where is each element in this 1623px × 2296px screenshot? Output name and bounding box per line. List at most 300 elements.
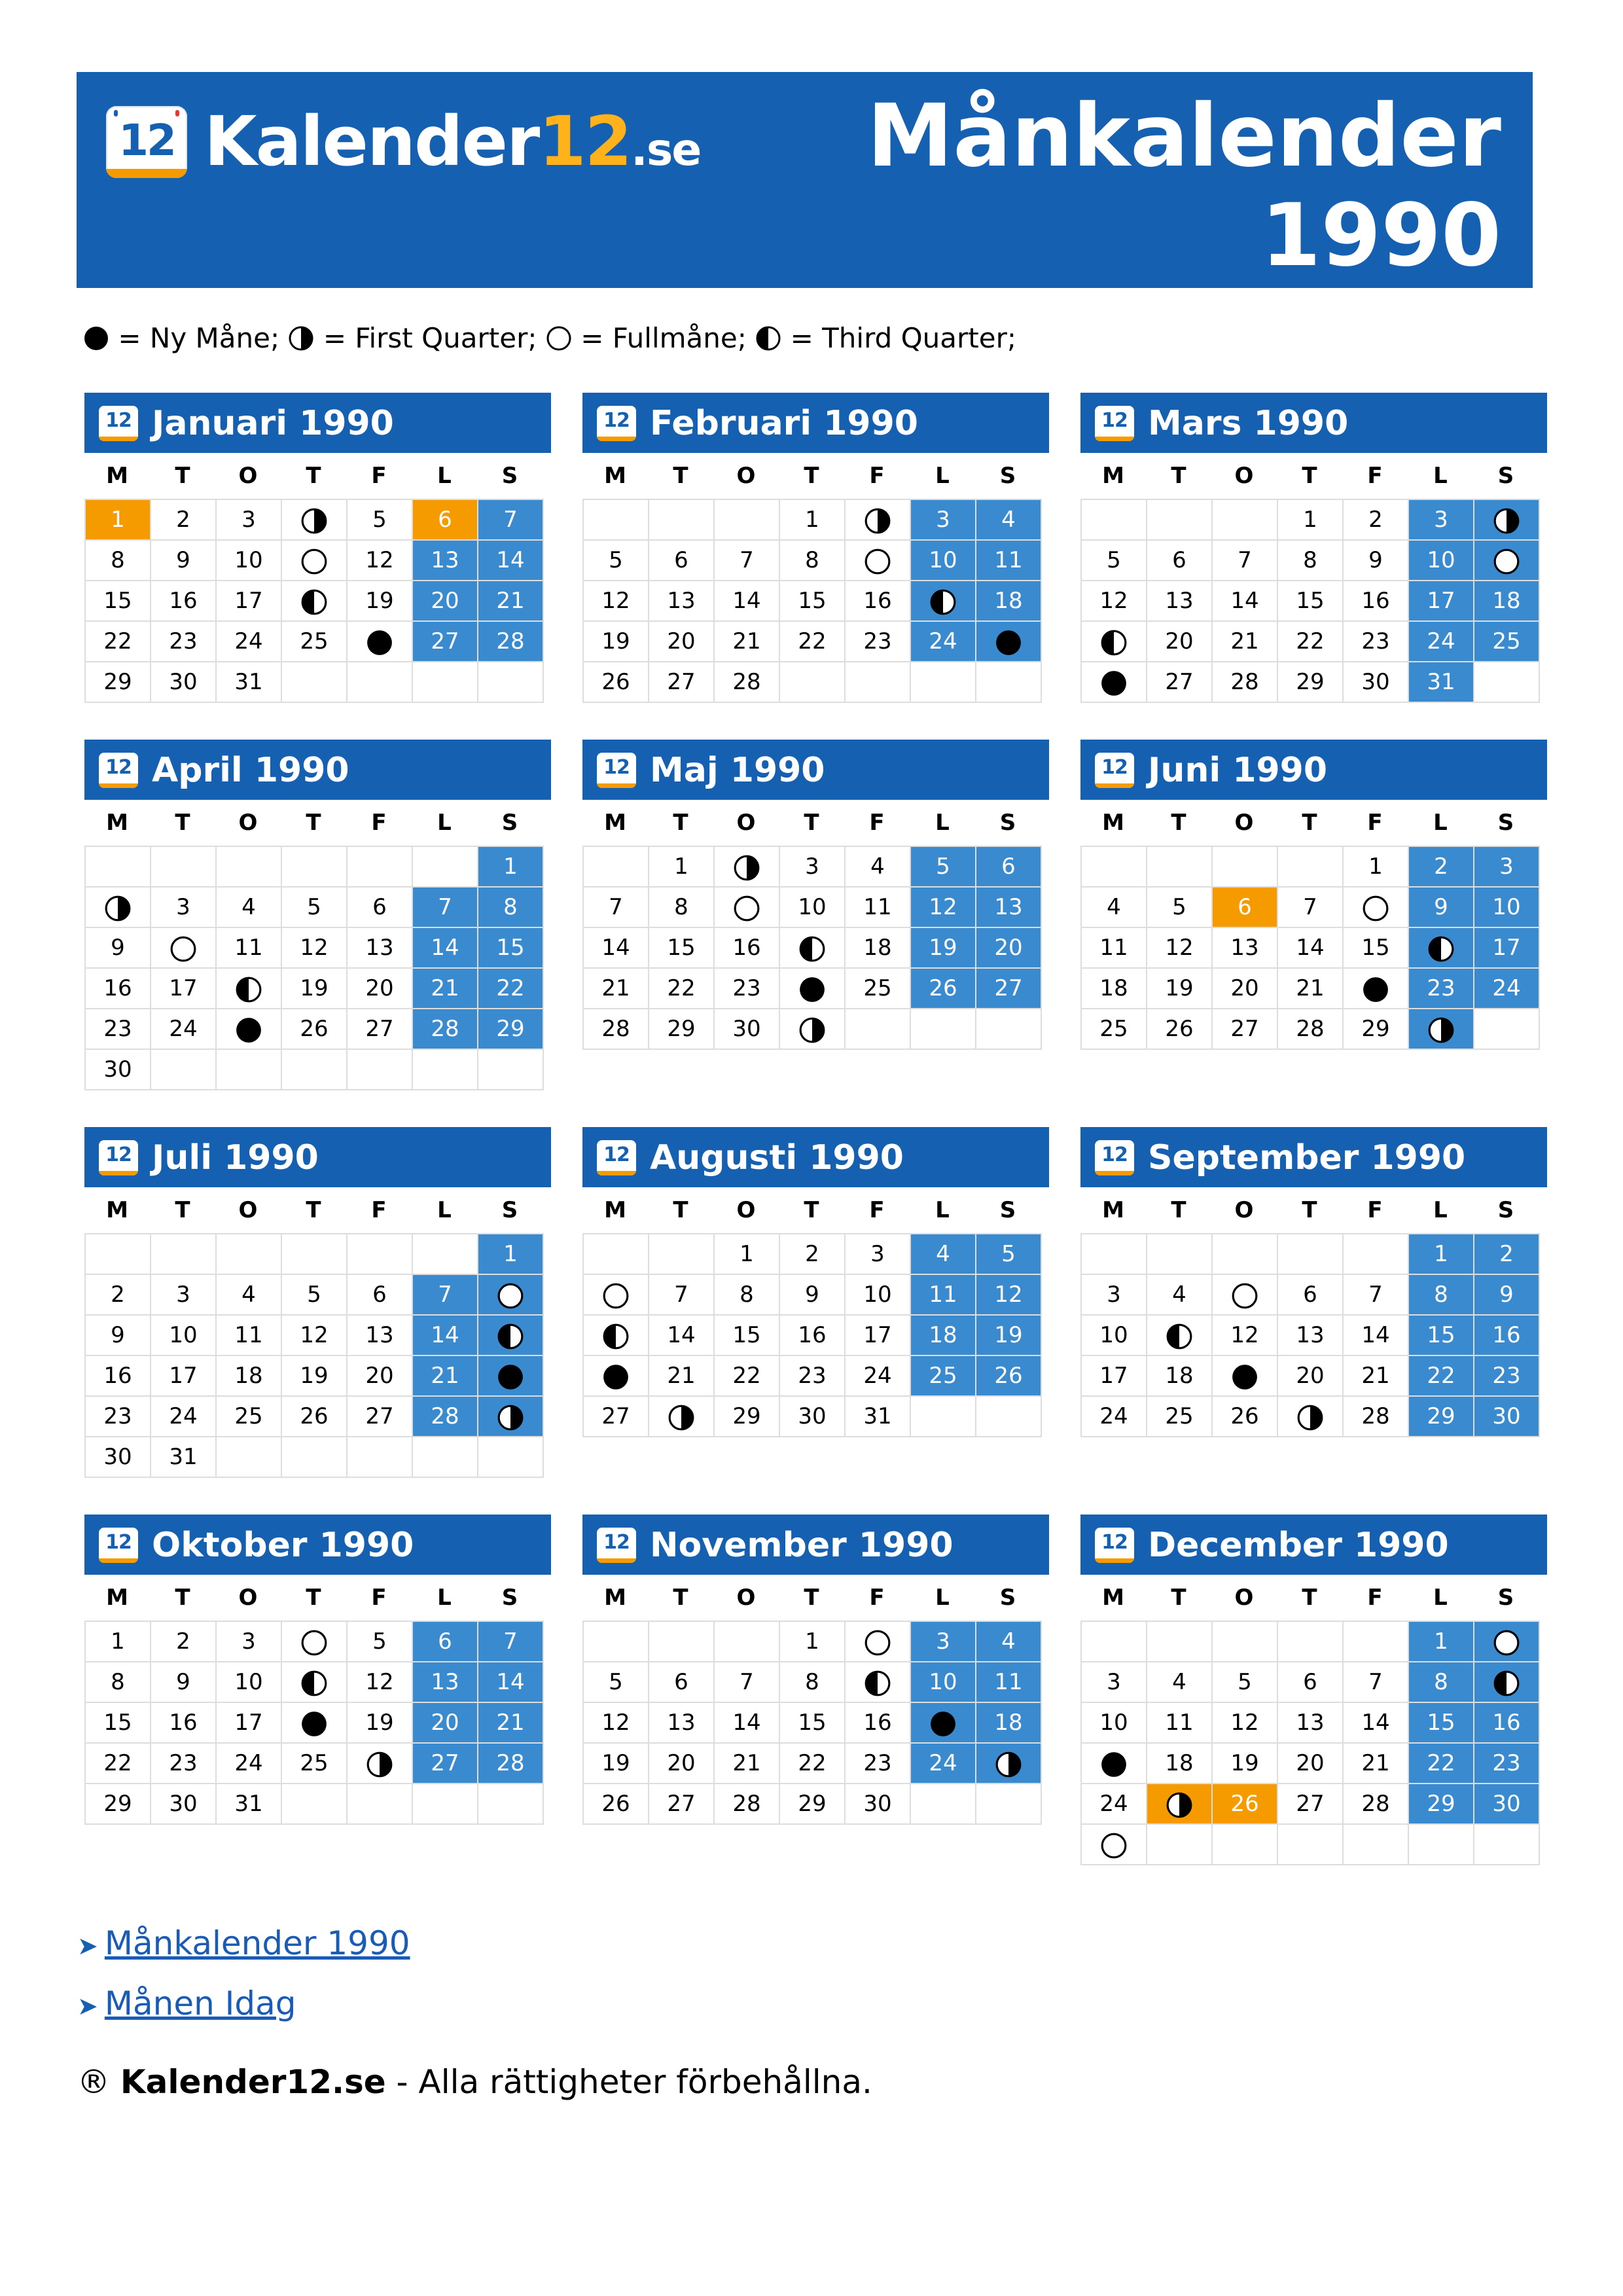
month-calendar (582, 393, 1049, 703)
day-cell: 22 (85, 621, 151, 662)
day-cell: 6 (1212, 887, 1277, 927)
day-cell: 9 (85, 1315, 151, 1355)
day-cell: 24 (1408, 621, 1474, 662)
day-cell: 23 (151, 621, 216, 662)
full-moon-icon (864, 548, 891, 575)
day-cell: 25 (1147, 1396, 1212, 1437)
third-quarter-icon (497, 1323, 524, 1350)
day-cell: 16 (779, 1315, 845, 1355)
link-moon-today-text[interactable]: Månen Idag (104, 1984, 296, 2022)
weekday-header: M (1102, 1197, 1124, 1223)
full-moon-icon (1362, 895, 1389, 922)
weekday-header: L (1433, 1197, 1448, 1223)
week-row (583, 1355, 1041, 1396)
week-row (85, 1662, 543, 1702)
day-cell: 21 (412, 1355, 478, 1396)
weekday-header-row (582, 1575, 1049, 1621)
month-title[interactable] (84, 393, 551, 453)
day-cell: 5 (583, 1662, 649, 1702)
empty-cell (347, 1049, 412, 1090)
month-title[interactable] (1080, 1127, 1547, 1187)
day-cell: 27 (649, 1784, 714, 1824)
day-cell: 3 (151, 887, 216, 927)
week-row (85, 1355, 543, 1396)
weekday-header: O (1234, 810, 1254, 836)
day-cell: 6 (412, 499, 478, 540)
day-cell: 27 (583, 1396, 649, 1437)
day-cell: 21 (714, 1743, 779, 1784)
empty-cell (151, 1234, 216, 1274)
day-cell: 3 (1081, 1662, 1147, 1702)
day-cell: 7 (412, 887, 478, 927)
day-cell: 28 (714, 662, 779, 702)
day-cell-moon (1408, 927, 1474, 968)
day-cell: 20 (1277, 1355, 1343, 1396)
empty-cell (649, 1234, 714, 1274)
day-cell: 24 (216, 621, 281, 662)
month-name: Juni 1990 (1148, 751, 1328, 790)
day-cell-moon (910, 581, 976, 621)
day-cell: 28 (478, 621, 543, 662)
day-cell: 10 (216, 1662, 281, 1702)
new-moon-icon (1231, 1363, 1258, 1391)
day-cell-moon (779, 1009, 845, 1049)
day-cell: 1 (779, 499, 845, 540)
empty-cell (478, 1049, 543, 1090)
day-cell: 5 (1212, 1662, 1277, 1702)
day-cell: 20 (1147, 621, 1212, 662)
weekday-header: F (1367, 1585, 1383, 1611)
day-cell: 23 (1408, 968, 1474, 1009)
month-calendar (582, 1515, 1049, 1825)
weekday-header: M (106, 810, 128, 836)
third-quarter-icon (235, 976, 262, 1003)
month-name: November 1990 (650, 1526, 954, 1565)
calendar-logo-icon[interactable] (106, 106, 187, 178)
week-row (583, 662, 1041, 702)
day-cell: 28 (412, 1396, 478, 1437)
empty-cell (649, 499, 714, 540)
day-cell: 6 (976, 846, 1041, 887)
day-cell: 20 (347, 1355, 412, 1396)
day-cell: 6 (1277, 1274, 1343, 1315)
empty-cell (1212, 1621, 1277, 1662)
week-row (1081, 1009, 1539, 1049)
day-cell: 12 (347, 1662, 412, 1702)
day-cell: 30 (1474, 1396, 1539, 1437)
month-calendar (1080, 1127, 1547, 1437)
month-calendar (84, 1515, 551, 1825)
day-cell: 24 (216, 1743, 281, 1784)
day-cell: 21 (649, 1355, 714, 1396)
month-calendar (1080, 740, 1547, 1050)
month-name: Mars 1990 (1148, 404, 1349, 443)
full-moon-icon (1493, 548, 1520, 575)
week-row (1081, 927, 1539, 968)
day-cell-moon (478, 1315, 543, 1355)
week-row (583, 1315, 1041, 1355)
day-cell: 24 (1474, 968, 1539, 1009)
day-cell: 16 (85, 968, 151, 1009)
day-cell: 10 (1474, 887, 1539, 927)
weekday-header: L (437, 1197, 452, 1223)
empty-cell (649, 1621, 714, 1662)
week-row (583, 1009, 1041, 1049)
calendar-icon: 12 (99, 753, 138, 788)
day-cell: 8 (1408, 1274, 1474, 1315)
day-cell-moon (583, 1315, 649, 1355)
day-cell: 16 (151, 581, 216, 621)
week-row (85, 1743, 543, 1784)
logo-name: Kalender (204, 101, 539, 181)
new-moon-icon (995, 629, 1022, 656)
weekday-header: F (371, 810, 387, 836)
day-cell: 13 (649, 581, 714, 621)
day-cell: 30 (1343, 662, 1408, 702)
weekday-header: S (501, 1197, 518, 1223)
weekday-header: T (673, 1197, 688, 1223)
day-cell: 12 (583, 1702, 649, 1743)
day-cell: 14 (1343, 1315, 1408, 1355)
day-cell: 1 (649, 846, 714, 887)
empty-cell (412, 1784, 478, 1824)
day-cell-moon (1277, 1396, 1343, 1437)
month-calendar (1080, 393, 1547, 703)
weekday-header: T (175, 1197, 190, 1223)
day-cell: 30 (151, 1784, 216, 1824)
day-cell: 26 (583, 1784, 649, 1824)
day-cell: 26 (583, 662, 649, 702)
empty-cell (845, 662, 910, 702)
day-cell: 19 (281, 1355, 347, 1396)
empty-cell (1408, 1824, 1474, 1865)
day-cell: 18 (845, 927, 910, 968)
day-cell: 7 (1343, 1274, 1408, 1315)
weekday-header: T (1302, 1585, 1317, 1611)
calendar-icon: 12 (99, 1528, 138, 1563)
weekday-header: M (1102, 1585, 1124, 1611)
empty-cell (1081, 1621, 1147, 1662)
day-cell-moon (845, 540, 910, 581)
first-quarter-icon (995, 1751, 1022, 1778)
weekday-header: F (1367, 463, 1383, 489)
day-cell: 23 (85, 1009, 151, 1049)
weekday-header: T (1302, 810, 1317, 836)
week-row (583, 1274, 1041, 1315)
day-cell: 25 (281, 621, 347, 662)
weekday-header: L (1433, 810, 1448, 836)
logo-accent: 12 (539, 101, 631, 181)
day-cell: 30 (779, 1396, 845, 1437)
new-moon-icon (497, 1363, 524, 1391)
new-moon-icon (602, 1363, 630, 1391)
legend-full-moon: = Fullmåne; (580, 322, 747, 354)
day-cell: 14 (412, 1315, 478, 1355)
link-moon-calendar-text[interactable]: Månkalender 1990 (104, 1924, 410, 1962)
day-cell: 31 (216, 662, 281, 702)
day-cell: 23 (845, 1743, 910, 1784)
weekday-header: S (999, 463, 1016, 489)
day-cell: 18 (1081, 968, 1147, 1009)
calendar-icon: 12 (597, 1528, 636, 1563)
month-title[interactable] (582, 393, 1049, 453)
weekday-header: F (371, 463, 387, 489)
third-quarter-icon (1100, 629, 1128, 656)
day-cell: 15 (649, 927, 714, 968)
calendar-icon: 12 (1095, 406, 1134, 441)
day-cell: 7 (478, 499, 543, 540)
day-cell: 11 (1147, 1702, 1212, 1743)
day-cell: 10 (216, 540, 281, 581)
day-cell-moon (845, 499, 910, 540)
weekday-header: T (1302, 1197, 1317, 1223)
day-cell: 3 (151, 1274, 216, 1315)
month-title[interactable] (1080, 1515, 1547, 1575)
week-row (1081, 621, 1539, 662)
weekday-header: S (1497, 463, 1514, 489)
calendar-icon: 12 (1095, 753, 1134, 788)
day-cell: 30 (845, 1784, 910, 1824)
day-cell: 30 (1474, 1784, 1539, 1824)
day-cell: 4 (976, 499, 1041, 540)
link-moon-calendar[interactable] (77, 1924, 410, 1962)
day-cell: 11 (976, 1662, 1041, 1702)
day-cell: 9 (85, 927, 151, 968)
week-row (85, 1621, 543, 1662)
weekday-header: T (673, 1585, 688, 1611)
day-cell: 7 (1343, 1662, 1408, 1702)
day-cell: 3 (216, 499, 281, 540)
day-cell: 15 (714, 1315, 779, 1355)
day-cell: 20 (412, 581, 478, 621)
third-quarter-icon (1166, 1323, 1193, 1350)
day-cell-moon (976, 1743, 1041, 1784)
empty-cell (281, 1049, 347, 1090)
page-header (77, 72, 1533, 288)
month-title[interactable] (84, 740, 551, 800)
empty-cell (216, 846, 281, 887)
day-cell: 14 (478, 1662, 543, 1702)
day-cell: 4 (216, 887, 281, 927)
week-row (85, 662, 543, 702)
day-cell: 3 (1408, 499, 1474, 540)
month-calendar (84, 740, 551, 1090)
first-quarter-icon (1166, 1791, 1193, 1819)
day-cell: 15 (85, 581, 151, 621)
day-cell: 2 (1343, 499, 1408, 540)
link-moon-today[interactable] (77, 1984, 296, 2022)
day-cell-moon (347, 621, 412, 662)
day-cell: 18 (216, 1355, 281, 1396)
weekday-header: T (1171, 1197, 1186, 1223)
month-name: April 1990 (152, 751, 349, 790)
site-logo[interactable] (204, 101, 700, 181)
day-cell: 14 (714, 1702, 779, 1743)
week-row (583, 581, 1041, 621)
day-cell: 10 (910, 1662, 976, 1702)
empty-cell (1343, 1234, 1408, 1274)
day-cell: 14 (714, 581, 779, 621)
empty-cell (478, 1784, 543, 1824)
week-row (1081, 887, 1539, 927)
day-cell: 25 (845, 968, 910, 1009)
empty-cell (1147, 846, 1212, 887)
day-cell: 24 (151, 1009, 216, 1049)
day-cell: 3 (216, 1621, 281, 1662)
day-cell: 15 (85, 1702, 151, 1743)
new-moon-icon (1100, 1751, 1128, 1778)
month-calendar (582, 1127, 1049, 1437)
empty-cell (1212, 1234, 1277, 1274)
weekday-header-row (84, 800, 551, 846)
empty-cell (1081, 499, 1147, 540)
week-row (1081, 1702, 1539, 1743)
logo-icon-number: 12 (118, 115, 175, 166)
calendar-icon: 12 (597, 1140, 636, 1175)
day-cell: 23 (1474, 1355, 1539, 1396)
empty-cell (1277, 846, 1343, 887)
day-cell: 15 (1343, 927, 1408, 968)
month-grid (582, 1621, 1042, 1825)
day-cell: 8 (478, 887, 543, 927)
third-quarter-icon (864, 1670, 891, 1697)
empty-cell (412, 846, 478, 887)
weekday-header: L (437, 1585, 452, 1611)
day-cell: 24 (910, 1743, 976, 1784)
weekday-header: T (1171, 810, 1186, 836)
day-cell: 8 (779, 540, 845, 581)
full-moon-icon (1493, 1629, 1520, 1657)
week-row (1081, 1315, 1539, 1355)
day-cell: 16 (85, 1355, 151, 1396)
day-cell: 12 (583, 581, 649, 621)
empty-cell (281, 846, 347, 887)
legend-new-moon: = Ny Måne; (118, 322, 280, 354)
day-cell: 21 (583, 968, 649, 1009)
day-cell: 30 (151, 662, 216, 702)
day-cell: 8 (1408, 1662, 1474, 1702)
day-cell-moon (649, 1396, 714, 1437)
day-cell: 26 (281, 1009, 347, 1049)
empty-cell (910, 1009, 976, 1049)
calendar-icon: 12 (597, 753, 636, 788)
empty-cell (216, 1049, 281, 1090)
day-cell: 6 (347, 887, 412, 927)
month-title[interactable] (582, 740, 1049, 800)
first-quarter-icon (497, 1404, 524, 1431)
day-cell: 16 (845, 581, 910, 621)
week-row (583, 621, 1041, 662)
day-cell: 22 (779, 621, 845, 662)
full-moon-icon (546, 325, 572, 351)
day-cell: 13 (1277, 1702, 1343, 1743)
day-cell: 28 (714, 1784, 779, 1824)
day-cell: 9 (151, 1662, 216, 1702)
weekday-header: L (437, 810, 452, 836)
day-cell: 19 (1147, 968, 1212, 1009)
day-cell: 10 (910, 540, 976, 581)
day-cell: 5 (347, 499, 412, 540)
day-cell: 2 (85, 1274, 151, 1315)
month-title[interactable] (1080, 740, 1547, 800)
footer-brand[interactable]: Kalender12.se (120, 2063, 386, 2101)
weekday-header-row (1080, 800, 1547, 846)
day-cell: 2 (151, 1621, 216, 1662)
empty-cell (347, 662, 412, 702)
empty-cell (347, 846, 412, 887)
day-cell: 28 (412, 1009, 478, 1049)
day-cell: 29 (1343, 1009, 1408, 1049)
calendar-icon: 12 (597, 406, 636, 441)
weekday-header: S (501, 1585, 518, 1611)
day-cell: 14 (1212, 581, 1277, 621)
day-cell: 25 (1081, 1009, 1147, 1049)
month-title[interactable] (582, 1127, 1049, 1187)
day-cell: 4 (1147, 1662, 1212, 1702)
day-cell-moon (281, 1702, 347, 1743)
day-cell: 24 (1081, 1784, 1147, 1824)
weekday-header: O (1234, 1585, 1254, 1611)
day-cell: 17 (1474, 927, 1539, 968)
day-cell: 29 (1408, 1784, 1474, 1824)
day-cell: 10 (779, 887, 845, 927)
month-title[interactable] (84, 1127, 551, 1187)
day-cell: 23 (1474, 1743, 1539, 1784)
empty-cell (910, 1784, 976, 1824)
day-cell-moon (216, 1009, 281, 1049)
legend-third-quarter: = Third Quarter; (790, 322, 1017, 354)
day-cell: 11 (910, 1274, 976, 1315)
day-cell: 21 (478, 1702, 543, 1743)
week-row (583, 1396, 1041, 1437)
week-row (1081, 540, 1539, 581)
weekday-header: O (238, 810, 258, 836)
weekday-header: L (437, 463, 452, 489)
day-cell: 19 (347, 1702, 412, 1743)
day-cell: 20 (976, 927, 1041, 968)
day-cell-moon (85, 887, 151, 927)
day-cell: 23 (779, 1355, 845, 1396)
month-title[interactable] (1080, 393, 1547, 453)
day-cell: 6 (412, 1621, 478, 1662)
week-row (85, 581, 543, 621)
day-cell: 16 (1474, 1702, 1539, 1743)
day-cell: 11 (976, 540, 1041, 581)
empty-cell (714, 1621, 779, 1662)
day-cell: 27 (976, 968, 1041, 1009)
day-cell: 29 (85, 662, 151, 702)
day-cell: 23 (151, 1743, 216, 1784)
weekday-header: L (935, 810, 950, 836)
week-row (1081, 1396, 1539, 1437)
weekday-header: M (604, 1585, 626, 1611)
day-cell: 17 (845, 1315, 910, 1355)
weekday-header: T (673, 463, 688, 489)
day-cell: 1 (1343, 846, 1408, 887)
month-grid (1080, 846, 1540, 1050)
month-title[interactable] (84, 1515, 551, 1575)
full-moon-icon (497, 1282, 524, 1310)
day-cell: 27 (347, 1396, 412, 1437)
day-cell: 31 (845, 1396, 910, 1437)
empty-cell (583, 1621, 649, 1662)
day-cell: 9 (1343, 540, 1408, 581)
new-moon-icon (1100, 670, 1128, 697)
month-name: Februari 1990 (650, 404, 918, 443)
month-title[interactable] (582, 1515, 1049, 1575)
day-cell: 3 (910, 499, 976, 540)
day-cell-moon (1081, 662, 1147, 702)
